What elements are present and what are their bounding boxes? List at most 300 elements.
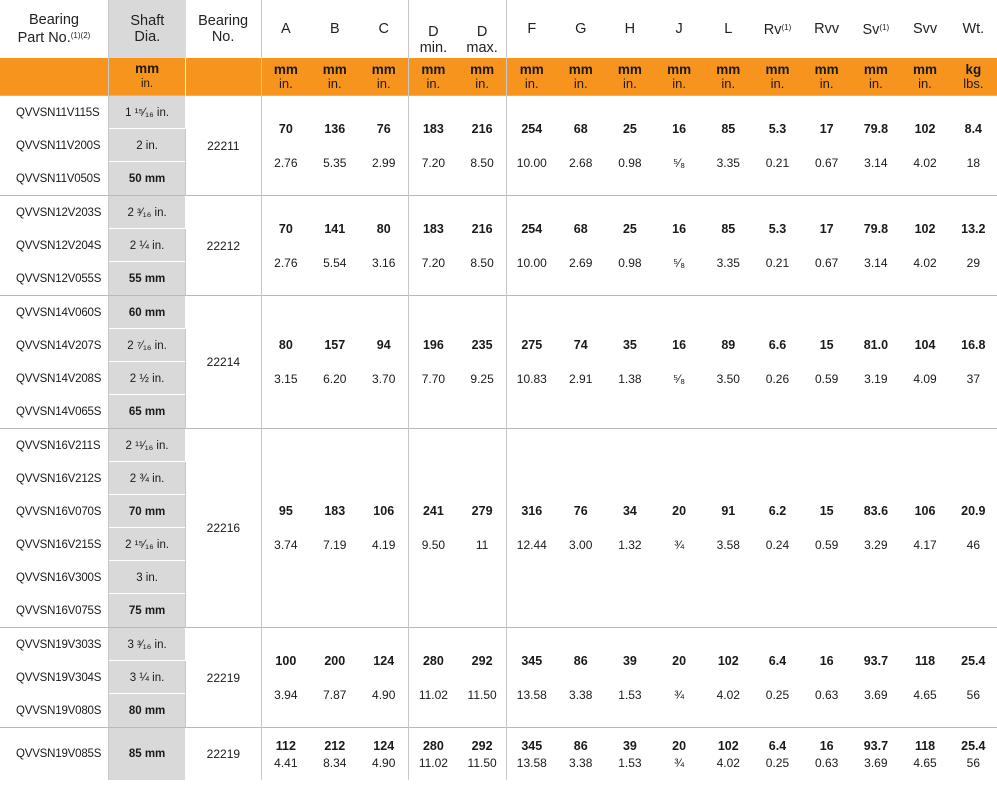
dim-c-in: 4.90 (372, 755, 396, 770)
dim-dmin-in: 7.70 (421, 372, 446, 386)
units-l (704, 58, 753, 96)
dim-f-mm: 254 (521, 121, 543, 136)
header-shaft-line1: Shaft (130, 13, 165, 29)
units-c-top: mm (371, 61, 396, 77)
dim-b-mm: 212 (324, 738, 346, 753)
dim-wt-cell (950, 196, 997, 296)
dim-a-in: 3.15 (274, 372, 298, 386)
dim-dmax-mm: 216 (471, 221, 493, 236)
units-wt (950, 58, 997, 96)
dim-l-mm: 89 (721, 338, 736, 352)
header-f: F (527, 21, 537, 37)
header-c: C (359, 0, 408, 58)
dim-a-mm: 70 (278, 121, 293, 136)
dim-j-cell (655, 429, 704, 628)
units-l-bottom: in. (721, 75, 736, 91)
dim-svv-in: 4.65 (913, 687, 937, 702)
dim-j-cell (655, 296, 704, 429)
dim-wt-mm: 8.4 (964, 121, 983, 136)
dim-dmax-in: 8.50 (470, 155, 494, 170)
dim-j-in: ⁵⁄₈ (673, 155, 686, 170)
shaft-dia-cell: 3 ³⁄₁₆ in. (108, 628, 185, 662)
dim-g-cell (556, 196, 605, 296)
dim-j-cell (655, 728, 704, 781)
dim-h-in: 0.98 (618, 155, 642, 170)
table-row (0, 628, 997, 662)
dim-a-in: 4.41 (274, 755, 298, 770)
dim-dmax-mm: 292 (471, 653, 493, 668)
units-rvv-top: mm (814, 61, 839, 77)
header-d-max-line1: D (476, 24, 488, 40)
dim-b-cell (310, 96, 359, 196)
units-part-no (0, 58, 108, 96)
dim-dmax-in: 11.50 (467, 687, 497, 702)
header-bearing-no-line2: No. (211, 29, 235, 45)
dim-g-mm: 74 (573, 338, 588, 352)
units-g (556, 58, 605, 96)
dim-dmin-mm: 196 (422, 338, 444, 352)
bearing-no-cell: 22214 (186, 296, 261, 429)
dim-f-mm: 316 (521, 504, 543, 518)
dim-sv-cell (851, 429, 900, 628)
dim-rvv-cell (802, 96, 851, 196)
shaft-dia-cell: 55 mm (108, 262, 185, 296)
units-b-bottom: in. (327, 75, 342, 91)
dim-svv-mm: 102 (914, 221, 936, 236)
dim-dmax-cell (458, 429, 507, 628)
dim-f-in: 12.44 (516, 538, 547, 552)
dim-h-cell (605, 96, 654, 196)
header-a: A (281, 21, 291, 37)
dim-a-cell (261, 96, 310, 196)
dim-l-cell (704, 628, 753, 728)
dim-b-cell (310, 728, 359, 781)
header-rvv: Rvv (814, 21, 840, 37)
dim-j-cell (655, 628, 704, 728)
dim-a-in: 2.76 (274, 255, 298, 270)
header-d-min (409, 0, 458, 58)
bearing-no-cell: 22216 (186, 429, 261, 628)
dim-dmax-mm: 235 (471, 338, 493, 352)
dim-dmin-mm: 241 (422, 504, 444, 518)
dim-dmax-mm: 292 (471, 738, 493, 753)
part-number-cell: QVVSN16V070S (0, 495, 108, 528)
dim-rvv-mm: 15 (819, 504, 834, 518)
dim-a-mm: 70 (278, 221, 293, 236)
dim-wt-in: 56 (966, 687, 980, 702)
dim-l-in: 3.50 (716, 372, 740, 386)
part-number-cell: QVVSN16V300S (0, 561, 108, 594)
dim-f-cell (507, 429, 556, 628)
dim-svv-cell (900, 96, 949, 196)
dim-dmin-in: 11.02 (418, 687, 448, 702)
part-number-cell: QVVSN14V065S (0, 395, 108, 429)
header-d-max-line2: max. (466, 40, 498, 56)
dim-sv-cell (851, 296, 900, 429)
units-rv-bottom: in. (770, 75, 785, 91)
dim-a-mm: 95 (278, 504, 293, 518)
shaft-dia-cell: 50 mm (108, 162, 185, 196)
shaft-dia-cell: 75 mm (108, 594, 185, 628)
dim-b-mm: 157 (324, 338, 346, 352)
units-bearing-no (186, 58, 261, 96)
dim-h-in: 1.53 (618, 687, 642, 702)
dim-rv-cell (753, 196, 802, 296)
dim-j-mm: 20 (672, 504, 687, 518)
units-h-top: mm (617, 61, 642, 77)
part-number-cell: QVVSN19V303S (0, 628, 108, 662)
dim-j-mm: 20 (672, 653, 687, 668)
dim-dmax-in: 9.25 (470, 372, 494, 386)
dim-svv-cell (900, 196, 949, 296)
dim-l-in: 3.35 (716, 255, 740, 270)
units-a-top: mm (273, 61, 298, 77)
dim-a-cell (261, 296, 310, 429)
dim-c-cell (359, 96, 408, 196)
dim-sv-mm: 79.8 (863, 221, 889, 236)
dim-h-mm: 35 (622, 338, 637, 352)
units-svv-top: mm (913, 61, 938, 77)
dim-j-in: ⁵⁄₈ (673, 255, 686, 270)
dim-svv-mm: 118 (914, 738, 936, 753)
part-number-cell: QVVSN14V208S (0, 362, 108, 395)
dim-c-mm: 124 (373, 653, 395, 668)
dim-b-mm: 141 (324, 221, 346, 236)
units-sv-bottom: in. (868, 75, 883, 91)
dim-h-mm: 39 (622, 653, 637, 668)
dim-rv-in: 0.24 (765, 538, 790, 552)
dim-rvv-in: 0.67 (814, 255, 839, 270)
dim-dmin-in: 7.20 (421, 155, 446, 170)
dim-l-in: 3.58 (716, 538, 740, 552)
dim-rvv-cell (802, 196, 851, 296)
dim-h-cell (605, 628, 654, 728)
dim-rvv-mm: 17 (819, 121, 834, 136)
shaft-dia-cell: 65 mm (108, 395, 185, 429)
dim-rvv-cell (802, 728, 851, 781)
dim-c-cell (359, 296, 408, 429)
dim-c-mm: 94 (376, 338, 391, 352)
dim-dmin-mm: 280 (422, 653, 444, 668)
dim-sv-cell (851, 628, 900, 728)
dim-wt-mm: 25.4 (961, 738, 986, 753)
dim-b-in: 5.54 (323, 255, 347, 270)
units-row (0, 58, 997, 96)
dim-h-cell (605, 429, 654, 628)
dim-dmax-in: 11.50 (467, 755, 497, 770)
dim-dmin-mm: 183 (422, 121, 444, 136)
dim-j-mm: 16 (672, 338, 687, 352)
part-number-cell: QVVSN11V115S (0, 96, 108, 130)
bearing-no-cell: 22219 (186, 728, 261, 781)
dim-wt-mm: 16.8 (961, 338, 986, 352)
header-part-no-line1: Bearing (28, 12, 79, 28)
dim-h-mm: 39 (622, 738, 637, 753)
header-bearing-no (186, 0, 261, 58)
header-sv-label: Sv (862, 22, 880, 38)
dim-a-mm: 100 (275, 653, 297, 668)
dim-a-cell (261, 628, 310, 728)
table-row (0, 429, 997, 463)
dim-dmax-mm: 216 (471, 121, 493, 136)
dim-b-mm: 136 (324, 121, 346, 136)
dim-f-cell (507, 96, 556, 196)
dim-h-in: 1.38 (618, 372, 642, 386)
dim-a-in: 3.94 (274, 687, 298, 702)
dim-c-in: 3.70 (372, 372, 396, 386)
units-f-bottom: in. (524, 75, 539, 91)
dim-c-in: 4.90 (372, 687, 396, 702)
dim-sv-mm: 93.7 (863, 653, 889, 668)
dim-dmin-cell (409, 429, 458, 628)
dim-wt-in: 37 (966, 372, 980, 386)
dim-l-cell (704, 196, 753, 296)
units-b (310, 58, 359, 96)
dim-rv-cell (753, 628, 802, 728)
units-dmax-top: mm (470, 61, 495, 77)
units-f (507, 58, 556, 96)
part-number-cell: QVVSN11V050S (0, 162, 108, 196)
header-part-no-line2: Part No. (17, 30, 71, 46)
dim-dmin-mm: 280 (422, 738, 444, 753)
dim-rv-mm: 6.4 (768, 738, 787, 753)
dim-h-in: 1.32 (618, 538, 642, 552)
dim-h-in: 0.98 (618, 255, 642, 270)
dim-svv-cell (900, 429, 949, 628)
dim-dmin-cell (409, 296, 458, 429)
dim-a-mm: 112 (275, 738, 296, 753)
dim-dmax-cell (458, 628, 507, 728)
header-shaft-line2: Dia. (134, 29, 161, 45)
shaft-dia-cell: 2 ¼ in. (108, 229, 185, 262)
dim-f-cell (507, 728, 556, 781)
dim-rv-cell (753, 96, 802, 196)
dim-dmax-in: 8.50 (470, 255, 494, 270)
shaft-dia-cell: 3 ¼ in. (108, 661, 185, 694)
dim-dmin-cell (409, 196, 458, 296)
dim-sv-cell (851, 96, 900, 196)
dim-wt-mm: 25.4 (961, 653, 986, 668)
header-sv (851, 0, 900, 58)
dim-wt-mm: 20.9 (961, 504, 986, 518)
dim-wt-cell (950, 728, 997, 781)
dim-g-mm: 76 (573, 504, 588, 518)
dim-a-cell (261, 429, 310, 628)
dim-j-in: ¾ (674, 755, 685, 770)
units-b-top: mm (322, 61, 347, 77)
part-number-cell: QVVSN19V304S (0, 661, 108, 694)
dim-svv-in: 4.09 (913, 372, 937, 386)
dim-j-mm: 20 (672, 738, 687, 753)
dim-rv-mm: 6.6 (768, 338, 787, 352)
dim-a-mm: 80 (278, 338, 293, 352)
dim-h-mm: 34 (622, 504, 637, 518)
dim-rv-cell (753, 728, 802, 781)
dim-rv-in: 0.21 (765, 155, 790, 170)
dim-rvv-in: 0.67 (814, 155, 839, 170)
table-body (0, 96, 997, 781)
dim-dmin-cell (409, 728, 458, 781)
units-dmin-top: mm (421, 61, 446, 77)
dim-svv-mm: 102 (914, 121, 936, 136)
dim-sv-in: 3.29 (864, 538, 888, 552)
dim-h-mm: 25 (622, 121, 637, 136)
dim-dmin-in: 9.50 (421, 538, 446, 552)
units-shaft (108, 58, 185, 96)
units-svv-bottom: in. (918, 75, 932, 91)
dim-rvv-in: 0.59 (814, 372, 839, 386)
dim-rvv-in: 0.63 (814, 687, 839, 702)
dim-sv-mm: 79.8 (863, 121, 889, 136)
units-j-bottom: in. (672, 75, 686, 91)
dim-l-cell (704, 728, 753, 781)
dim-dmax-cell (458, 196, 507, 296)
table-row (0, 96, 997, 130)
dim-svv-mm: 106 (914, 504, 936, 518)
dim-svv-in: 4.02 (913, 155, 937, 170)
dim-sv-mm: 83.6 (863, 504, 889, 518)
dim-l-in: 4.02 (716, 755, 740, 770)
dim-svv-cell (900, 728, 949, 781)
dim-dmin-in: 7.20 (421, 255, 446, 270)
dim-wt-cell (950, 296, 997, 429)
dim-dmax-in: 11 (475, 538, 489, 552)
bearing-no-cell: 22212 (186, 196, 261, 296)
dim-b-mm: 183 (324, 504, 346, 518)
dim-wt-in: 46 (966, 538, 980, 552)
dim-f-mm: 345 (521, 653, 543, 668)
dim-wt-cell (950, 628, 997, 728)
dim-sv-in: 3.19 (864, 372, 888, 386)
dim-l-mm: 91 (721, 504, 736, 518)
dim-h-cell (605, 196, 654, 296)
dim-g-cell (556, 728, 605, 781)
dim-dmax-mm: 279 (471, 504, 493, 518)
units-dmax-bottom: in. (475, 75, 489, 91)
header-shaft (108, 0, 185, 58)
part-number-cell: QVVSN19V080S (0, 694, 108, 728)
dim-sv-in: 3.69 (864, 687, 888, 702)
units-h-bottom: in. (623, 75, 637, 91)
units-rvv-bottom: in. (819, 75, 834, 91)
dim-l-cell (704, 429, 753, 628)
shaft-dia-cell: 2 ⁷⁄₁₆ in. (108, 329, 185, 362)
units-wt-top: kg (965, 61, 982, 77)
dim-sv-cell (851, 196, 900, 296)
units-f-top: mm (519, 61, 544, 77)
dim-wt-cell (950, 429, 997, 628)
dim-g-cell (556, 296, 605, 429)
dim-h-in: 1.53 (618, 755, 642, 770)
dim-c-mm: 106 (373, 504, 395, 518)
dim-rv-mm: 5.3 (768, 221, 787, 236)
part-number-cell: QVVSN14V060S (0, 296, 108, 330)
dim-rvv-mm: 15 (819, 338, 834, 352)
dim-svv-cell (900, 628, 949, 728)
header-svv: Svv (912, 21, 938, 37)
dim-j-in: ¾ (674, 538, 685, 552)
dim-l-cell (704, 296, 753, 429)
dim-sv-cell (851, 728, 900, 781)
shaft-dia-cell: 70 mm (108, 495, 185, 528)
dim-rvv-mm: 16 (819, 653, 834, 668)
dim-g-mm: 86 (573, 653, 588, 668)
dim-svv-in: 4.02 (913, 255, 937, 270)
units-dmax (458, 58, 507, 96)
dim-f-cell (507, 628, 556, 728)
dim-g-mm: 68 (573, 221, 588, 236)
dim-a-in: 3.74 (274, 538, 298, 552)
units-rv (753, 58, 802, 96)
header-j: J (675, 21, 683, 37)
dim-rv-cell (753, 429, 802, 628)
units-g-bottom: in. (573, 75, 588, 91)
dim-wt-in: 18 (966, 155, 980, 170)
dim-a-cell (261, 196, 310, 296)
units-a (261, 58, 310, 96)
dim-a-in: 2.76 (274, 155, 298, 170)
dim-b-mm: 200 (324, 653, 346, 668)
dim-svv-in: 4.65 (913, 755, 937, 770)
dim-wt-mm: 13.2 (961, 221, 986, 236)
units-g-top: mm (568, 61, 593, 77)
units-shaft-bottom: in. (140, 78, 154, 90)
dim-g-in: 2.68 (569, 155, 593, 170)
shaft-dia-cell: 2 ½ in. (108, 362, 185, 395)
part-number-cell: QVVSN14V207S (0, 329, 108, 362)
dim-b-in: 8.34 (323, 755, 347, 770)
dim-f-in: 10.83 (516, 372, 547, 386)
dim-b-cell (310, 296, 359, 429)
dim-f-cell (507, 296, 556, 429)
part-number-cell: QVVSN16V075S (0, 594, 108, 628)
dim-c-cell (359, 429, 408, 628)
dim-dmax-cell (458, 296, 507, 429)
shaft-dia-cell: 60 mm (108, 296, 185, 330)
shaft-dia-cell: 2 ¾ in. (108, 462, 185, 495)
table-row (0, 196, 997, 230)
dim-rv-in: 0.25 (765, 755, 790, 770)
dim-rvv-cell (802, 429, 851, 628)
dim-rvv-cell (802, 296, 851, 429)
dim-dmax-cell (458, 96, 507, 196)
units-rvv (802, 58, 851, 96)
dim-rvv-mm: 17 (819, 221, 834, 236)
dim-rvv-in: 0.63 (814, 755, 839, 770)
dim-j-in: ¾ (674, 687, 685, 702)
table-row (0, 728, 997, 781)
dim-f-mm: 275 (521, 338, 543, 352)
header-rv-sup: (1) (781, 23, 792, 32)
part-number-cell: QVVSN16V215S (0, 528, 108, 561)
dim-g-in: 2.91 (569, 372, 593, 386)
header-wt: Wt. (962, 21, 985, 37)
shaft-dia-cell: 2 ¹⁵⁄₁₆ in. (108, 528, 185, 561)
dim-g-cell (556, 429, 605, 628)
dim-dmin-mm: 183 (422, 221, 444, 236)
dim-sv-mm: 93.7 (863, 738, 889, 753)
dim-c-mm: 76 (376, 121, 391, 136)
shaft-dia-cell: 85 mm (108, 728, 185, 781)
dim-rv-mm: 6.4 (768, 653, 787, 668)
units-c-bottom: in. (376, 75, 391, 91)
dim-dmin-in: 11.02 (418, 755, 448, 770)
dim-g-cell (556, 628, 605, 728)
units-dmin (409, 58, 458, 96)
header-bearing-no-line1: Bearing (198, 13, 249, 29)
dim-h-mm: 25 (622, 221, 637, 236)
dim-rvv-in: 0.59 (814, 538, 839, 552)
